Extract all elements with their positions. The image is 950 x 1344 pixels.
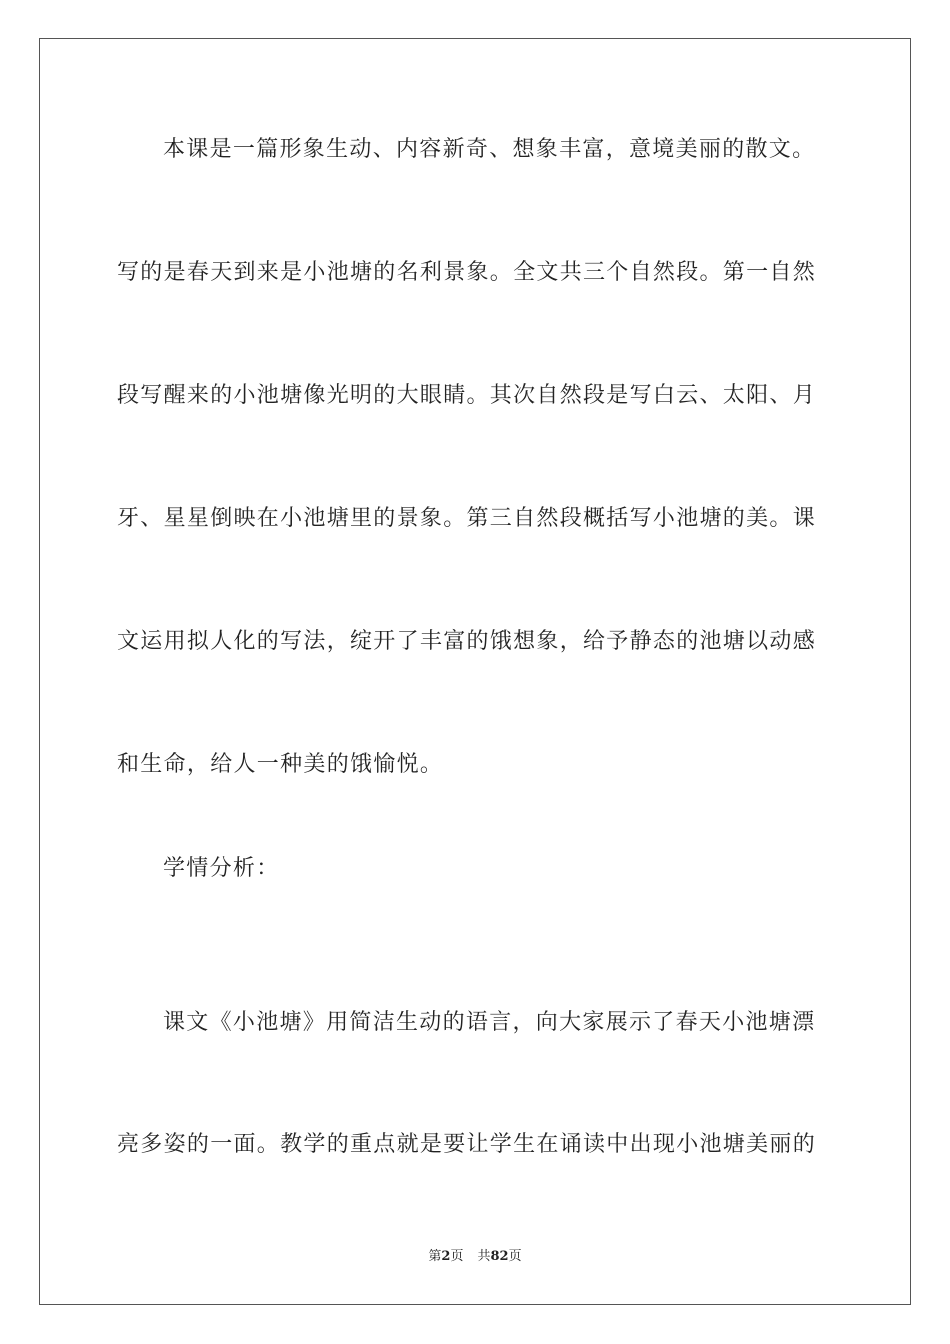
paragraph-line-8: 亮多姿的一面。教学的重点就是要让学生在诵读中出现小池塘美丽的: [117, 1132, 817, 1157]
footer-total-suffix: 页: [508, 1249, 522, 1264]
paragraph-line-6: 和生命，给人一种美的饿愉悦。: [117, 752, 444, 777]
paragraph-line-3: 段写醒来的小池塘像光明的大眼睛。其次自然段是写白云、太阳、月: [117, 383, 817, 408]
page-frame: [39, 38, 911, 1305]
footer-page-suffix: 页: [450, 1249, 464, 1264]
paragraph-line-5: 文运用拟人化的写法，绽开了丰富的饿想象，给予静态的池塘以动感: [117, 629, 817, 654]
footer-page-current: 2: [441, 1249, 451, 1264]
paragraph-line-2: 写的是春天到来是小池塘的名利景象。全文共三个自然段。第一自然: [117, 260, 817, 285]
paragraph-line-1: 本课是一篇形象生动、内容新奇、想象丰富，意境美丽的散文。: [163, 137, 816, 162]
section-heading: 学情分析：: [163, 856, 280, 881]
footer-page-total: 82: [490, 1249, 509, 1264]
footer-total-prefix: 共: [477, 1249, 491, 1264]
page-footer: [0, 1248, 950, 1266]
footer-page-prefix: 第: [428, 1249, 442, 1264]
paragraph-line-4: 牙、星星倒映在小池塘里的景象。第三自然段概括写小池塘的美。课: [117, 506, 817, 531]
paragraph-line-7: 课文《小池塘》用简洁生动的语言，向大家展示了春天小池塘漂: [163, 1010, 816, 1035]
